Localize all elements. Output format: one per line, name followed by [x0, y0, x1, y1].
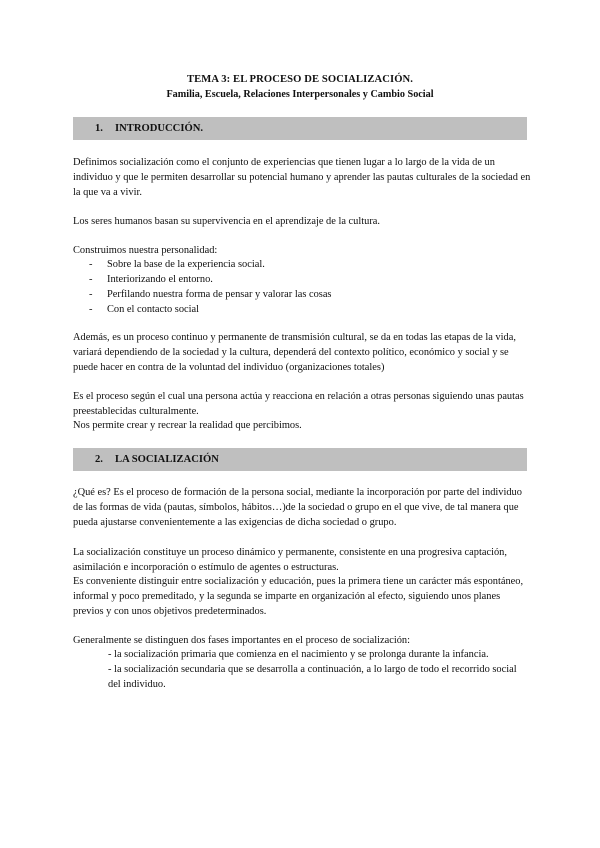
socializacion-paragraph-what: ¿Qué es? Es el proceso de formación de la persona social, mediante la incorporación por parte del individuo de las formas de vida (pautas, símbolos, hábitos…)de la sociedad o grupo en el que vive, de tal manera que pueda ajustarse convenientemente a las exigencias de dicha sociedad o grupo.: [73, 487, 522, 528]
socializacion-paragraph-dynamic: La socialización constituye un proceso dinámico y permanente, consistente en una progresiva captación, asimilación e incorporación o estímulo de agentes o estructuras.: [73, 547, 507, 573]
list-item: - Interiorizando el entorno.: [89, 274, 213, 285]
list-item: - la socialización primaria que comienza en el nacimiento y se prolonga durante la infancia.: [108, 649, 489, 660]
list-item: - Perfilando nuestra forma de pensar y valorar las cosas: [89, 289, 332, 300]
document-title-block: [0, 72, 600, 102]
intro-paragraph-definition: Definimos socialización como el conjunto de experiencias que tienen lugar a lo largo de la vida de un individuo y que le permiten desarrollar su potencial humano y aprender las pautas culturales de la sociedad en la que va a vivir.: [73, 157, 531, 198]
intro-paragraph-process: Es el proceso según el cual una persona actúa y reacciona en relación a otras personas siguiendo unas pautas preestablecidas culturalmente.: [73, 391, 524, 417]
socializacion-paragraph-phases: Generalmente se distinguen dos fases importantes en el proceso de socialización:: [73, 635, 411, 646]
intro-paragraph-reality: Nos permite crear y recrear la realidad que percibimos.: [73, 420, 302, 431]
document-subtitle: Familia, Escuela, Relaciones Interpersonales y Cambio Social: [166, 89, 434, 100]
intro-paragraph-survival: Los seres humanos basan su supervivencia en el aprendizaje de la cultura.: [73, 216, 380, 227]
list-item: - Sobre la base de la experiencia social.: [89, 259, 265, 270]
section-heading-introduccion: [73, 117, 527, 140]
section-number: 2.: [95, 454, 103, 465]
section-title: INTRODUCCIÓN.: [115, 123, 203, 134]
document-title: TEMA 3: EL PROCESO DE SOCIALIZACIÓN.: [186, 74, 414, 85]
phases-list: [108, 647, 528, 692]
section-title: LA SOCIALIZACIÓN: [115, 454, 219, 465]
list-item: - Con el contacto social: [89, 304, 200, 315]
intro-paragraph-personality: Construimos nuestra personalidad:: [73, 245, 218, 256]
personality-list: [73, 257, 533, 317]
list-item: - la socialización secundaria que se desarrolla a continuación, a lo largo de todo el recorrido social del individuo.: [108, 664, 517, 690]
section-heading-socializacion: [73, 448, 527, 471]
section-number: 1.: [95, 123, 103, 134]
socializacion-paragraph-education: Es conveniente distinguir entre socialización y educación, pues la primera tiene un carácter más espontáneo, informal y poco premeditado, y la segunda se imparte en organización al efecto, siguiendo unos planes previos y con unos objetivos predeterminados.: [73, 576, 524, 617]
intro-paragraph-continuous: Además, es un proceso continuo y permanente de transmisión cultural, se da en todas las etapas de la vida, variará dependiendo de la sociedad y la cultura, dependerá del contexto político, económico y social y se puede hacer en contra de la voluntad del individuo (organizaciones totales): [73, 332, 516, 373]
